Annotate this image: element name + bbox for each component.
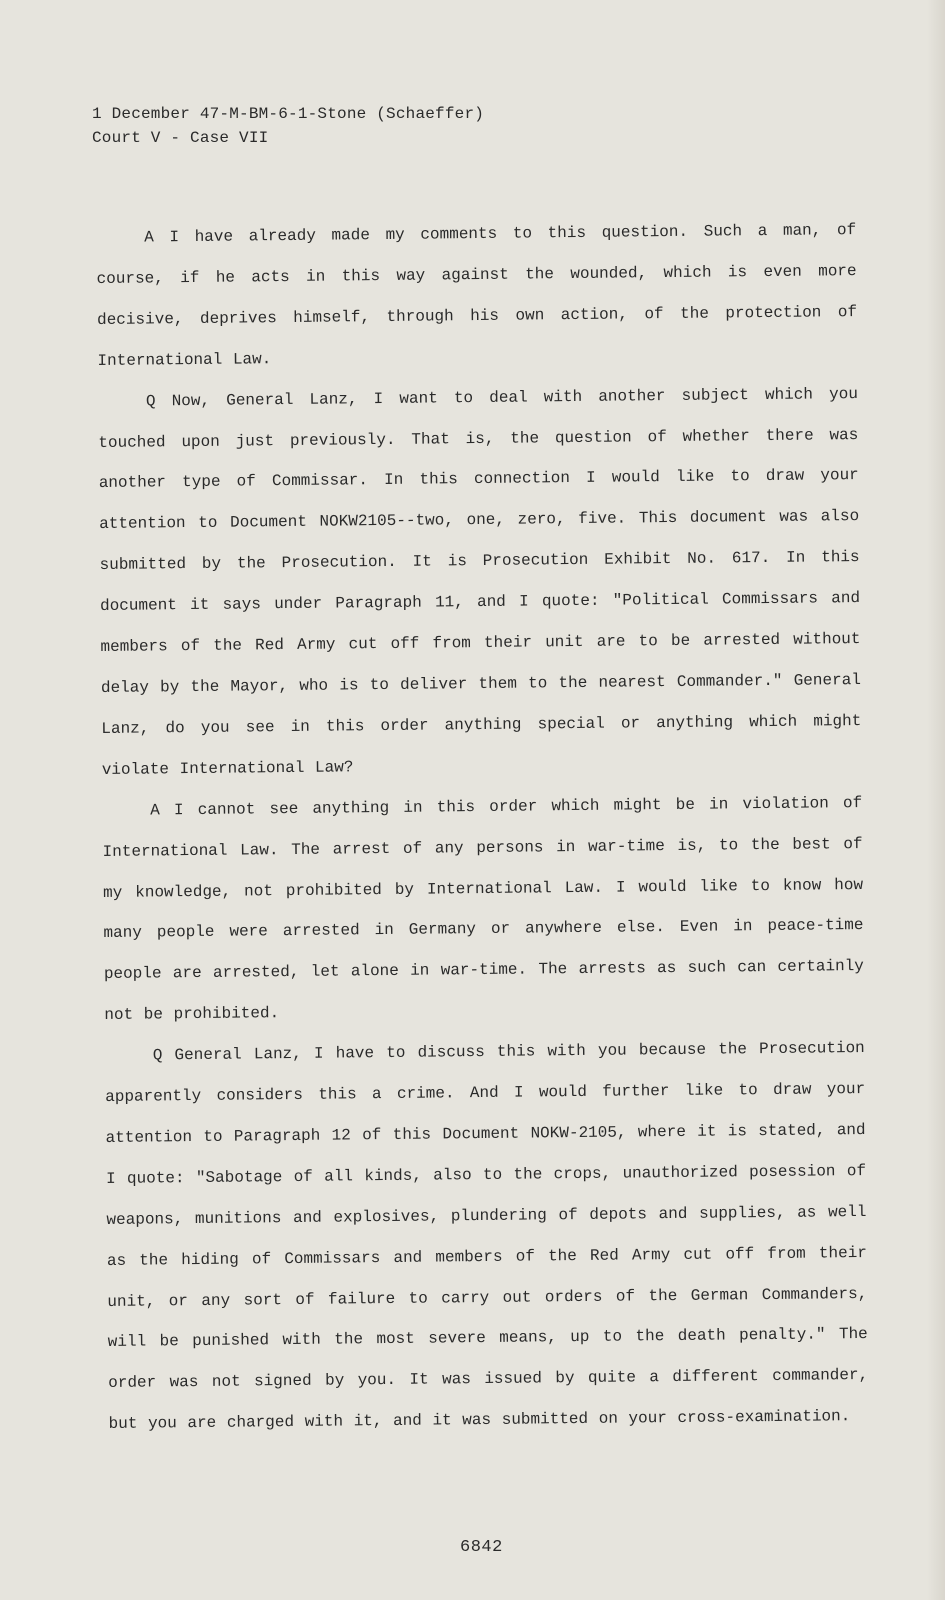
- question-paragraph-1: Q Now, General Lanz, I want to deal with another subject which you touched upon just previously. That is, the question of whether there was another type of Commissar. In this connection I would like to draw your attention to Document NOKW2105--two, one, zero, five. This document was also submitted by the Prosecution. It is Prosecution Exhibit No. 617. In this document it says under Paragraph 11, and I quote: "Political Commissars and members of the Red Army cut off from their unit are to be arrested without delay by the Mayor, who is to deliver them to the nearest Commander." General Lanz, do you see in this order anything special or anything which might violate International Law?: [98, 384, 862, 779]
- page-number: 6842: [460, 1538, 503, 1557]
- header-line-court-case: Court V - Case VII: [92, 129, 269, 147]
- answer-paragraph-2: A I cannot see anything in this order which might be in violation of International Law. The arrest of any persons in war-time is, to the best of my knowledge, not prohibited by International Law. I would like to know how many people were arrested in Germany or anywhere else. Even in peace-time people are arrested, let alone in war-time. The arrests as such can certainly not be prohibited.: [102, 793, 864, 1025]
- header-line-date-reference: 1 December 47-M-BM-6-1-Stone (Schaeffer): [92, 105, 485, 123]
- document-header: [92, 102, 484, 150]
- answer-paragraph-1: A I have already made my comments to this question. Such a man, of course, if he acts in this way against the wounded, which is even more decisive, deprives himself, through his own action, of the protection of International Law.: [96, 221, 858, 370]
- page-edge: [927, 0, 945, 1600]
- question-paragraph-2: Q General Lanz, I have to discuss this with you because the Prosecution apparently considers this a crime. And I would further like to draw your attention to Paragraph 12 of this Document NOKW-2105, where it is stated, and I quote: "Sabotage of all kinds, also to the crops, unauthorized posession of weapons, munitions and explosives, plundering of depots and supplies, as well as the hiding of Commissars and members of the Red Army cut off from their unit, or any sort of failure to carry out orders of the German Commanders, will be punished with the most severe means, up to the death penalty." The order was not signed by you. It was issued by quite a different commander, but you are charged with it, and it was submitted on your cross-examination.: [105, 1039, 869, 1434]
- transcript-body: [96, 210, 869, 1445]
